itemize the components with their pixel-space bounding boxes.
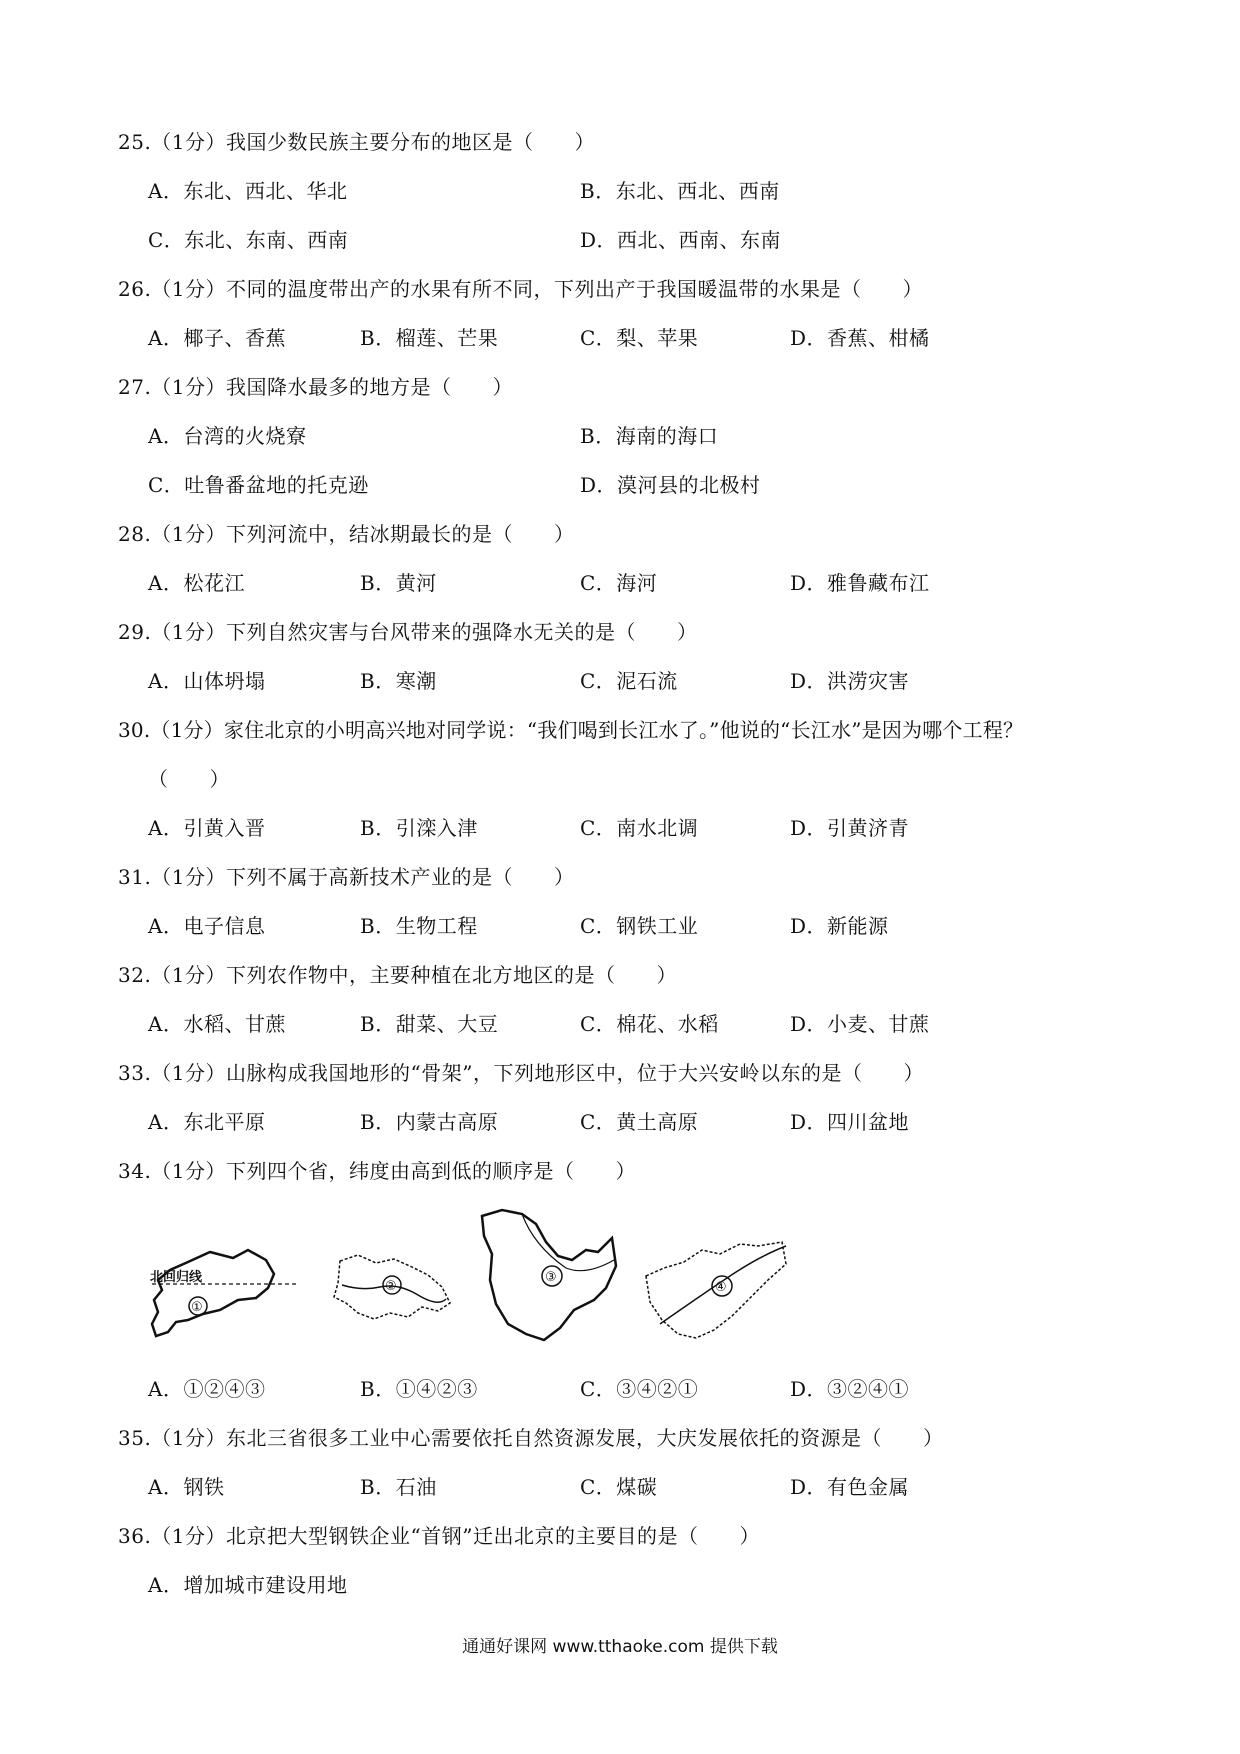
map-1-label: ① bbox=[191, 1300, 203, 1315]
map-4-label: ④ bbox=[715, 1280, 727, 1295]
q32-option-d: D．小麦、甘蔗 bbox=[790, 1012, 930, 1036]
q33-option-d: D．四川盆地 bbox=[790, 1110, 910, 1134]
q31-option-c: C．钢铁工业 bbox=[580, 914, 699, 938]
q31-option-b: B．生物工程 bbox=[360, 914, 478, 938]
q32-option-c: C．棉花、水稻 bbox=[580, 1012, 719, 1036]
question-32-stem: 32.（1分）下列农作物中，主要种植在北方地区的是（ ） bbox=[118, 963, 678, 987]
province-map-4 bbox=[640, 1236, 790, 1344]
page-footer: 通通好课网 www.tthaoke.com 提供下载 bbox=[462, 1637, 778, 1657]
question-27-stem: 27.（1分）我国降水最多的地方是（ ） bbox=[118, 375, 514, 399]
q28-option-b: B．黄河 bbox=[360, 571, 437, 595]
q32-option-b: B．甜菜、大豆 bbox=[360, 1012, 499, 1036]
q29-option-b: B．寒潮 bbox=[360, 669, 437, 693]
q33-option-b: B．内蒙古高原 bbox=[360, 1110, 499, 1134]
question-34-stem: 34.（1分）下列四个省，纬度由高到低的顺序是（ ） bbox=[118, 1159, 637, 1183]
question-26-stem: 26.（1分）不同的温度带出产的水果有所不同，下列出产于我国暖温带的水果是（ ） bbox=[118, 277, 924, 301]
q31-option-d: D．新能源 bbox=[790, 914, 889, 938]
q29-option-c: C．泥石流 bbox=[580, 669, 678, 693]
question-30-stem-continuation: （ ） bbox=[148, 767, 230, 791]
q34-option-c: C．③④②① bbox=[580, 1377, 699, 1401]
q30-option-c: C．南水北调 bbox=[580, 816, 699, 840]
map-2-label: ② bbox=[385, 1279, 397, 1294]
question-35-stem: 35.（1分）东北三省很多工业中心需要依托自然资源发展，大庆发展依托的资源是（ ） bbox=[118, 1426, 944, 1450]
q30-option-a: A．引黄入晋 bbox=[148, 816, 266, 840]
q26-option-a: A．椰子、香蕉 bbox=[148, 326, 286, 350]
q29-option-a: A．山体坍塌 bbox=[148, 669, 266, 693]
q32-option-a: A．水稻、甘蔗 bbox=[148, 1012, 286, 1036]
q27-option-c: C．吐鲁番盆地的托克逊 bbox=[148, 473, 369, 497]
q34-option-a: A．①②④③ bbox=[148, 1377, 266, 1401]
q25-option-b: B．东北、西北、西南 bbox=[580, 179, 780, 203]
question-25-stem: 25.（1分）我国少数民族主要分布的地区是（ ） bbox=[118, 130, 596, 154]
q26-option-c: C．梨、苹果 bbox=[580, 326, 699, 350]
map-3-label: ③ bbox=[545, 1270, 557, 1285]
q35-option-a: A．钢铁 bbox=[148, 1475, 225, 1499]
q34-option-d: D．③②④① bbox=[790, 1377, 910, 1401]
q30-option-b: B．引滦入津 bbox=[360, 816, 478, 840]
q26-option-b: B．榴莲、芒果 bbox=[360, 326, 499, 350]
q27-option-b: B．海南的海口 bbox=[580, 424, 719, 448]
province-map-2 bbox=[328, 1247, 458, 1327]
question-36-stem: 36.（1分）北京把大型钢铁企业“首钢”迁出北京的主要目的是（ ） bbox=[118, 1524, 760, 1548]
q25-option-c: C．东北、东南、西南 bbox=[148, 228, 349, 252]
q28-option-a: A．松花江 bbox=[148, 571, 245, 595]
question-28-stem: 28.（1分）下列河流中，结冰期最长的是（ ） bbox=[118, 522, 575, 546]
q35-option-c: C．煤碳 bbox=[580, 1475, 658, 1499]
q28-option-d: D．雅鲁藏布江 bbox=[790, 571, 930, 595]
q26-option-d: D．香蕉、柑橘 bbox=[790, 326, 930, 350]
question-33-stem: 33.（1分）山脉构成我国地形的“骨架”，下列地形区中，位于大兴安岭以东的是（ ） bbox=[118, 1061, 924, 1085]
q35-option-b: B．石油 bbox=[360, 1475, 437, 1499]
q27-option-d: D．漠河县的北极村 bbox=[580, 473, 761, 497]
q30-option-d: D．引黄济青 bbox=[790, 816, 910, 840]
q31-option-a: A．电子信息 bbox=[148, 914, 266, 938]
q25-option-a: A．东北、西北、华北 bbox=[148, 179, 348, 203]
question-30-stem: 30.（1分）家住北京的小明高兴地对同学说：“我们喝到长江水了。”他说的“长江水”是因为哪个工程？ bbox=[118, 718, 1024, 742]
q33-option-a: A．东北平原 bbox=[148, 1110, 266, 1134]
q35-option-d: D．有色金属 bbox=[790, 1475, 910, 1499]
q29-option-d: D．洪涝灾害 bbox=[790, 669, 910, 693]
q34-option-b: B．①④②③ bbox=[360, 1377, 478, 1401]
question-29-stem: 29.（1分）下列自然灾害与台风带来的强降水无关的是（ ） bbox=[118, 620, 698, 644]
q27-option-a: A．台湾的火烧寮 bbox=[148, 424, 307, 448]
province-map-1 bbox=[148, 1240, 308, 1345]
province-map-3 bbox=[474, 1206, 622, 1346]
q28-option-c: C．海河 bbox=[580, 571, 658, 595]
q25-option-d: D．西北、西南、东南 bbox=[580, 228, 782, 252]
q33-option-c: C．黄土高原 bbox=[580, 1110, 699, 1134]
q36-option-a: A．增加城市建设用地 bbox=[148, 1573, 348, 1597]
question-31-stem: 31.（1分）下列不属于高新技术产业的是（ ） bbox=[118, 865, 575, 889]
map-1-tropic-label: 北回归线 bbox=[150, 1270, 203, 1285]
